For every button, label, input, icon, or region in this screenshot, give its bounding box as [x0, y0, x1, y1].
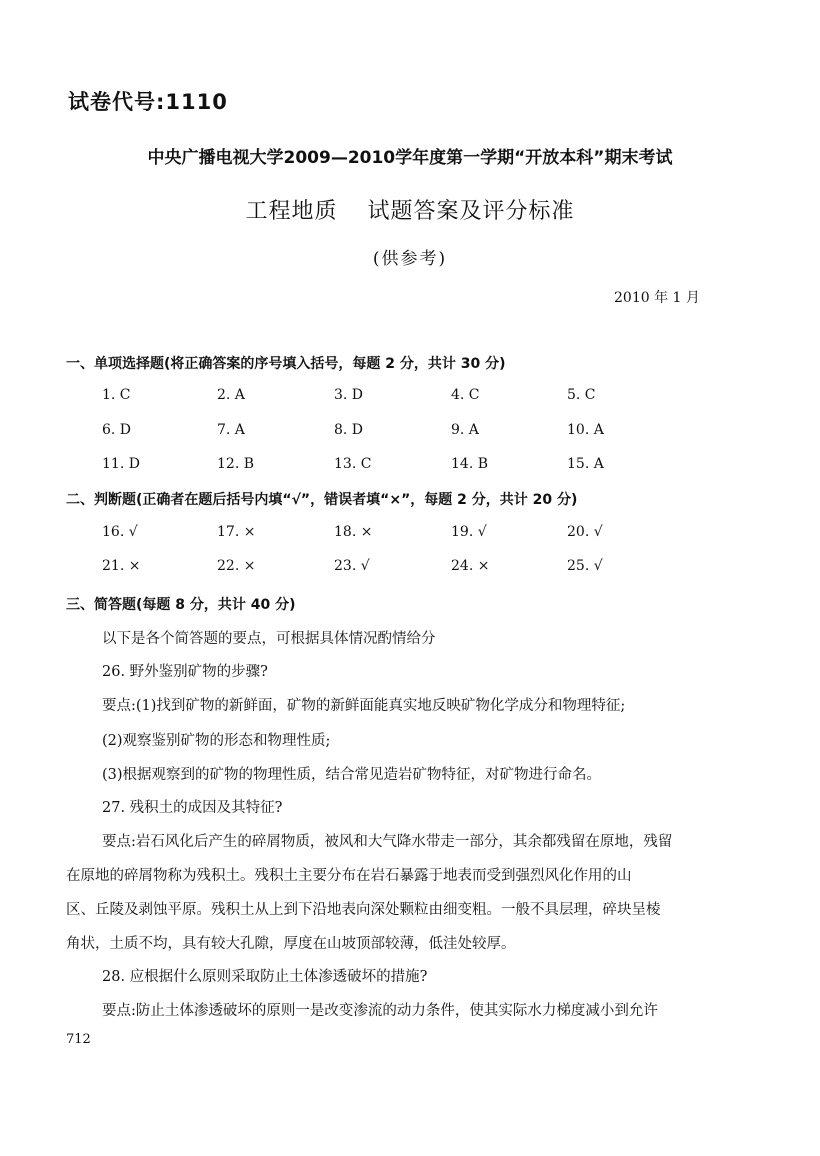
answer-item: 1. C	[102, 387, 131, 403]
question-27: 27. 残积土的成因及其特征?	[102, 800, 283, 816]
document-type: 试题答案及评分标准	[367, 199, 575, 224]
answer-item: 23. √	[334, 558, 370, 574]
reference-note: (供参考)	[372, 249, 448, 269]
answer-item: 22. ×	[217, 558, 256, 574]
question-28: 28. 应根据什么原则采取防止土体渗透破坏的措施?	[102, 969, 428, 985]
answer-item: 17. ×	[217, 524, 256, 540]
answer-item: 20. √	[567, 524, 603, 540]
answer-26-line: (3)根据观察到的矿物的物理性质，结合常见造岩矿物特征，对矿物进行命名。	[102, 767, 602, 783]
answer-27-line: 区、丘陵及剥蚀平原。残积土从上到下沿地表向深处颗粒由细变粗。一般不具层理，碎块呈棱	[66, 902, 661, 918]
answer-item: 24. ×	[451, 558, 490, 574]
answer-row	[0, 524, 820, 546]
section1-heading: 一、单项选择题(将正确答案的序号填入括号，每题 2 分，共计 30 分)	[66, 356, 506, 372]
answer-item: 21. ×	[102, 558, 141, 574]
answer-item: 2. A	[217, 387, 245, 403]
answer-row	[0, 422, 820, 444]
answer-item: 19. √	[451, 524, 487, 540]
answer-row	[0, 387, 820, 409]
answer-item: 4. C	[451, 387, 480, 403]
answer-27-line: 角状，土质不均，具有较大孔隙，厚度在山坡顶部较薄，低洼处较厚。	[66, 936, 516, 952]
answer-item: 10. A	[567, 422, 604, 438]
exam-title: 中央广播电视大学2009—2010学年度第一学期“开放本科”期末考试	[147, 148, 673, 168]
document-title	[0, 194, 820, 225]
section3-intro: 以下是各个简答题的要点，可根据具体情况酌情给分	[102, 631, 436, 647]
answer-item: 9. A	[451, 422, 479, 438]
section3-heading: 三、简答题(每题 8 分，共计 40 分)	[66, 597, 296, 613]
answer-27-line: 要点:岩石风化后产生的碎屑物质，被风和大气降水带走一部分，其余都残留在原地，残留	[102, 834, 673, 850]
paper-code: 试卷代号:1110	[68, 90, 228, 114]
answer-item: 6. D	[102, 422, 132, 438]
answer-item: 5. C	[567, 387, 596, 403]
page-number: 712	[66, 1032, 91, 1047]
answer-item: 3. D	[334, 387, 364, 403]
answer-row	[0, 456, 820, 478]
answer-item: 14. B	[451, 456, 489, 472]
subject-name: 工程地质	[245, 199, 338, 224]
answer-26-line: 要点:(1)找到矿物的新鲜面，矿物的新鲜面能真实地反映矿物化学成分和物理特征;	[102, 698, 626, 714]
answer-item: 16. √	[102, 524, 138, 540]
question-26: 26. 野外鉴别矿物的步骤?	[102, 664, 268, 680]
answer-26-line: (2)观察鉴别矿物的形态和物理性质;	[102, 733, 331, 749]
answer-item: 13. C	[334, 456, 372, 472]
answer-item: 8. D	[334, 422, 364, 438]
answer-item: 18. ×	[334, 524, 373, 540]
answer-item: 7. A	[217, 422, 245, 438]
exam-date: 2010 年 1 月	[614, 290, 700, 306]
answer-item: 15. A	[567, 456, 604, 472]
answer-item: 12. B	[217, 456, 255, 472]
answer-item: 11. D	[102, 456, 140, 472]
answer-27-line: 在原地的碎屑物称为残积土。残积土主要分布在岩石暴露于地表而受到强烈风化作用的山	[66, 868, 632, 884]
answer-28-line: 要点:防止土体渗透破坏的原则一是改变渗流的动力条件，使其实际水力梯度减小到允许	[102, 1003, 658, 1019]
section2-heading: 二、判断题(正确者在题后括号内填“√”，错误者填“×”，每题 2 分，共计 20 分)	[66, 492, 578, 508]
answer-item: 25. √	[567, 558, 603, 574]
answer-row	[0, 558, 820, 580]
